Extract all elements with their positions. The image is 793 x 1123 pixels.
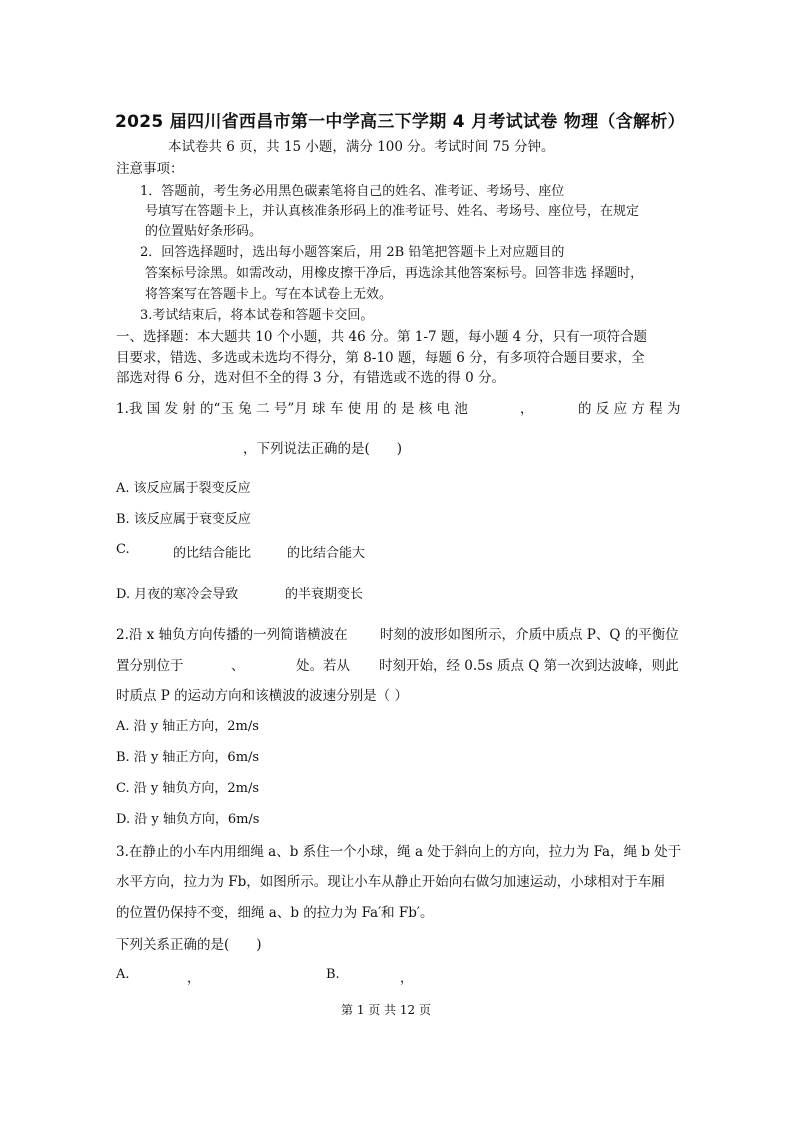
notice-line: 答案标号涂黑。如需改动，用橡皮擦干净后，再选涂其他答案标号。回答非选 择题时， <box>145 266 644 281</box>
q2-option-a: A. 沿 y 轴正方向，2m/s <box>116 719 259 734</box>
q1-option-c-text: 的比结合能大 <box>287 546 366 561</box>
q3-stem: 水平方向，拉力为 Fb，如图所示。现让小车从静止开始向右做匀加速运动，小球相对于车厢 <box>116 874 665 890</box>
q1-option-c-text: 的比结合能比 <box>173 546 252 561</box>
q1-option-b: B. 该反应属于衰变反应 <box>116 512 251 527</box>
q2-option-b: B. 沿 y 轴正方向，6m/s <box>116 750 260 765</box>
exam-intro: 本试卷共 6 页，共 15 小题，满分 100 分。考试时间 75 分钟。 <box>168 139 555 155</box>
q3-stem: 的位置仍保持不变，细绳 a、b 的拉力为 Fa′和 Fb′。 <box>116 905 434 921</box>
q2-stem: 时刻的波形如图所示，介质中质点 P、Q 的平衡位 <box>380 627 679 643</box>
notice-line: 3.考试结束后，将本试卷和答题卡交回。 <box>140 308 374 323</box>
notice-line: 2．回答选择题时，选出每小题答案后，用 2B 铅笔把答题卡上对应题目的 <box>140 245 565 260</box>
q3-option-b: B. <box>326 967 340 982</box>
q2-stem: 、 <box>231 658 245 674</box>
q2-stem: 2.沿 x 轴负方向传播的一列简谐横波在 <box>116 627 348 643</box>
q2-stem: 时质点 P 的运动方向和该横波的波速分别是（ ） <box>116 688 408 704</box>
section-heading: 一、选择题：本大题共 10 个小题，共 46 分。第 1-7 题，每小题 4 分，只有一项符合题 <box>116 329 648 345</box>
q2-option-d: D. 沿 y 轴负方向，6m/s <box>116 812 260 827</box>
notice-line: 号填写在答题卡上，并认真核准条形码上的准考证号、姓名、考场号、座位号，在规定 <box>145 204 640 219</box>
q3-stem: 下列关系正确的是( ) <box>116 937 262 953</box>
page-footer: 第 1 页 共 12 页 <box>341 1003 431 1017</box>
q2-stem: 置分别位于 <box>116 658 184 674</box>
document-title: 2025 届四川省西昌市第一中学高三下学期 4 月考试试卷 物理（含解析） <box>115 112 685 132</box>
q1-stem: ，下列说法正确的是( ) <box>243 441 403 457</box>
q1-option-d: D. 月夜的寒冷会导致 <box>116 587 239 602</box>
notice-heading: 注意事项： <box>116 161 184 177</box>
notice-line: 的位置贴好条形码。 <box>145 224 263 239</box>
q3-option-a-sep: ， <box>187 971 201 986</box>
notice-line: 将答案写在答题卡上。写在本试卷上无效。 <box>145 287 393 302</box>
q2-option-c: C. 沿 y 轴负方向，2m/s <box>116 781 260 796</box>
q2-stem: 时刻开始，经 0.5s 质点 Q 第一次到达波峰，则此 <box>379 658 679 674</box>
notice-line: 1．答题前，考生务必用黑色碳素笔将自己的姓名、准考证、考场号、座位 <box>140 184 565 199</box>
q1-stem: 1.我 国 发 射 的“玉 兔 二 号”月 球 车 使 用 的 是 核 电 池 <box>116 401 468 417</box>
q2-stem: 处。若从 <box>296 658 350 674</box>
q1-stem: ， <box>520 401 534 417</box>
q1-stem: 的 反 应 方 程 为 <box>578 401 681 417</box>
section-text: 目要求，错选、多选或未选均不得分，第 8-10 题，每题 6 分，有多项符合题目要求，全 <box>116 350 645 366</box>
q1-option-c: C. <box>116 542 130 557</box>
q3-option-a: A. <box>116 967 130 982</box>
q3-stem: 3.在静止的小车内用细绳 a、b 系住一个小球，绳 a 处于斜向上的方向，拉力为 Fa，绳 b 处于 <box>116 844 682 860</box>
q1-option-d-text: 的半衰期变长 <box>285 587 364 602</box>
q3-option-b-sep: ， <box>400 971 414 986</box>
q1-option-a: A. 该反应属于裂变反应 <box>116 481 251 496</box>
section-text: 部选对得 6 分，选对但不全的得 3 分，有错选或不选的得 0 分。 <box>116 370 506 386</box>
